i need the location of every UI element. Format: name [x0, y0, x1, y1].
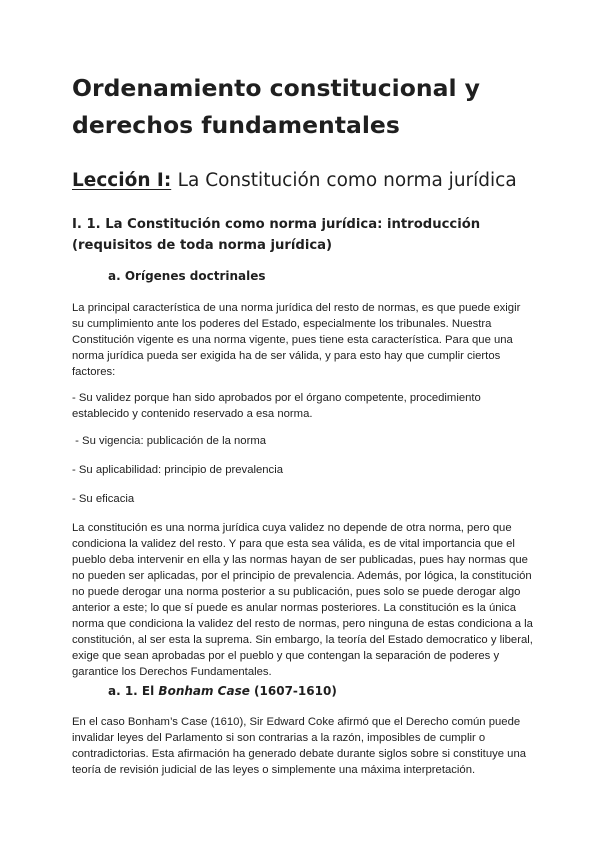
lesson-label: Lección I: — [72, 170, 172, 191]
list-item-vigencia: - Su vigencia: publicación de la norma — [72, 435, 267, 447]
subsection-a1-prefix: a. 1. El — [108, 684, 159, 698]
list-item-eficacia: - Su eficacia — [72, 493, 135, 505]
subsection-a-heading: a. Orígenes doctrinales — [108, 269, 266, 283]
subsection-a1-heading — [108, 682, 337, 700]
list-item-validez: - Su validez porque han sido aprobados por el órgano competente, procedimiento establecido y contenido reservado a esa norma. — [72, 392, 481, 420]
bonham-paragraph: En el caso Bonham’s Case (1610), Sir Edward Coke afirmó que el Derecho común puede invalidar leyes del Parlamento si son contrarias a la razón, imposibles de cumplir o contradictorias. Esta afirmación ha generado debate durante siglos sobre si constituye una teoría de revisión judicial de las leyes o simplemente una máxima interpretación. — [72, 716, 527, 776]
intro-paragraph: La principal característica de una norma jurídica del resto de normas, es que puede exigir su cumplimiento ante los poderes del Estado, especialmente los tribunales. Nuestra Constitución vigente es una norma vigente, pues tiene esta característica. Para que una norma jurídica pueda ser exigida ha de ser válida, y para esto hay que cumplir ciertos factores: — [72, 302, 521, 378]
subsection-a1-years: (1607-1610) — [249, 684, 337, 698]
bonham-case-title: Bonham Case — [158, 684, 250, 698]
document-title: Ordenamiento constitucional y derechos fundamentales — [72, 74, 481, 139]
constitution-paragraph: La constitución es una norma jurídica cuya validez no depende de otra norma, pero que condiciona la validez del resto. Y para que esta sea válida, es de vital importancia que el pueblo deba intervenir en ella y las normas hayan de ser publicadas, pues hay normas que no pueden ser aplicadas, por el principio de prevalencia. Además, por lógica, la constitución no puede derogar una norma posterior a su publicación, pues solo se puede derogar algo anterior a este; lo que sí puede es anular normas posteriores. La constitución es la única norma que condiciona la validez del resto de normas, pero ninguna de estas condiciona a la constitución, al ser esta la suprema. Sin embargo, la teoría del Estado democratico y liberal, exige que sean aprobadas por el pueblo y que contengan la separación de poderes y garantice los Derechos Fundamentales. — [72, 522, 533, 678]
list-item-aplicabilidad: - Su aplicabilidad: principio de prevalencia — [72, 464, 284, 476]
section-heading: I. 1. La Constitución como norma jurídica: introducción (requisitos de toda norma jurídica) — [72, 217, 481, 253]
lesson-heading — [72, 168, 517, 194]
lesson-title: La Constitución como norma jurídica — [177, 170, 517, 191]
